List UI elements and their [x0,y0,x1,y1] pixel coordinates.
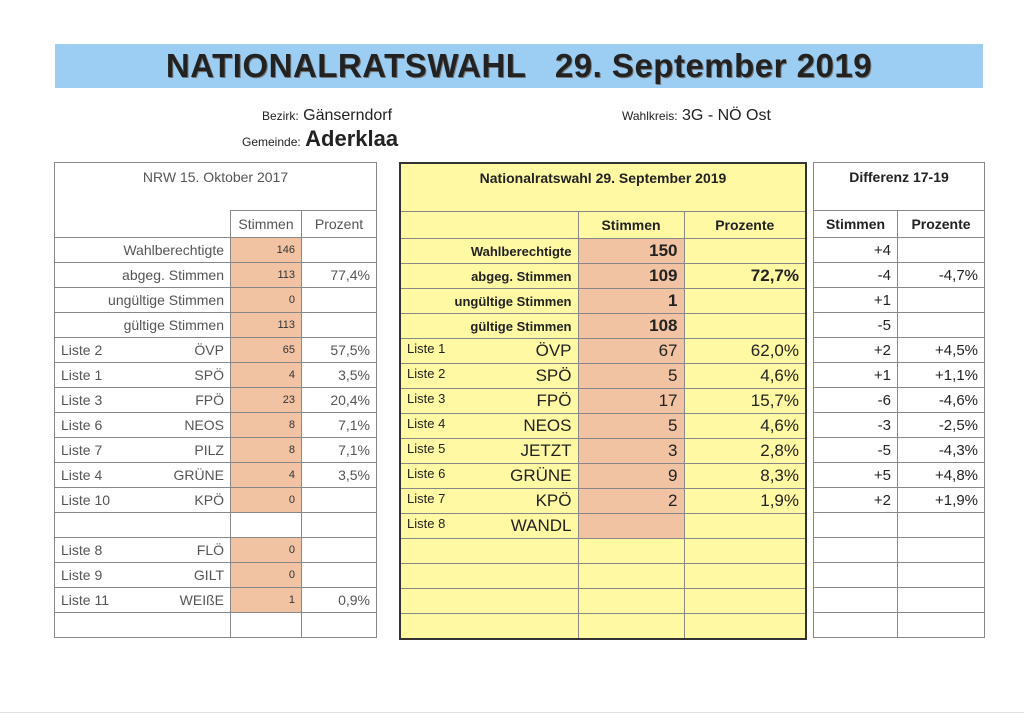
party-row [55,463,377,488]
party-row [55,538,377,563]
party-cell [400,389,578,414]
prozent-value [302,313,377,338]
party-cell [400,364,578,389]
diff-row [814,363,985,388]
party-row [55,338,377,363]
summary-label: gültige Stimmen [55,313,231,338]
empty-row [814,563,985,588]
diff-row [814,263,985,288]
prozent-value: 7,1% [302,413,377,438]
empty-row [814,513,985,538]
party-row [400,464,806,489]
party-row [400,339,806,364]
stimmen-value: 17 [578,389,684,414]
prozent-value: 72,7% [684,264,806,289]
wahlkreis-label: Wahlkreis: [622,109,678,123]
prozent-value [302,563,377,588]
diff-prozent: -2,5% [898,413,985,438]
empty-row [814,613,985,638]
summary-label: Wahlberechtigte [55,238,231,263]
stimmen-value: 109 [578,264,684,289]
diff-row [814,338,985,363]
stimmen-value: 1 [231,588,302,613]
empty-row [814,588,985,613]
difference-table [813,162,985,638]
party-name: ÖVP [535,341,572,360]
prozent-value [684,514,806,539]
party-row [400,514,806,539]
stimmen-value: 0 [231,538,302,563]
party-cell [400,514,578,539]
prozent-value: 1,9% [684,489,806,514]
stimmen-value: 146 [231,238,302,263]
diff-stimmen: +5 [814,463,898,488]
col-header-stimmen: Stimmen [814,211,898,238]
diff-prozent: +1,1% [898,363,985,388]
stimmen-value: 5 [578,414,684,439]
party-cell [400,339,578,364]
title-banner [55,44,983,88]
stimmen-value: 4 [231,363,302,388]
party-name: GILT [193,567,224,583]
diff-row [814,388,985,413]
liste-label: Liste 3 [61,392,103,408]
diff-prozent [898,288,985,313]
party-cell [55,413,231,438]
party-row [55,563,377,588]
diff-stimmen: -4 [814,263,898,288]
table-2019-title: Nationalratswahl 29. September 2019 [400,163,806,212]
liste-label: Liste 6 [61,417,103,433]
stimmen-value: 23 [231,388,302,413]
party-name: GRÜNE [173,467,224,483]
diff-prozent: +4,5% [898,338,985,363]
footer-divider [0,712,1024,713]
diff-prozent [898,238,985,263]
diff-table-title: Differenz 17-19 [814,163,985,211]
stimmen-value: 1 [578,289,684,314]
diff-row [814,413,985,438]
stimmen-value: 9 [578,464,684,489]
summary-row [400,239,806,264]
liste-label: Liste 8 [61,542,103,558]
empty-row [400,589,806,614]
prozent-value: 4,6% [684,414,806,439]
prozent-value: 4,6% [684,364,806,389]
liste-label: Liste 7 [61,442,103,458]
empty-row [400,614,806,640]
diff-row [814,313,985,338]
party-row [400,364,806,389]
bezirk-row [262,107,392,125]
party-row [55,413,377,438]
party-row [55,438,377,463]
prozent-value [302,488,377,513]
stimmen-value: 2 [578,489,684,514]
diff-stimmen: +1 [814,363,898,388]
stimmen-value: 4 [231,463,302,488]
party-name: FPÖ [536,391,572,410]
col-header-prozente: Prozente [898,211,985,238]
party-name: SPÖ [194,367,224,383]
prozent-value: 0,9% [302,588,377,613]
party-cell [400,464,578,489]
summary-label: ungültige Stimmen [400,289,578,314]
col-header-stimmen: Stimmen [578,212,684,239]
prozent-value: 2,8% [684,439,806,464]
prozent-value [684,239,806,264]
liste-label: Liste 10 [61,492,111,508]
party-name: WANDL [510,516,572,535]
party-cell [400,414,578,439]
party-row [55,488,377,513]
col-header-stimmen: Stimmen [231,211,302,238]
diff-prozent: +4,8% [898,463,985,488]
diff-stimmen: +1 [814,288,898,313]
party-cell [55,388,231,413]
stimmen-value: 113 [231,263,302,288]
summary-row [400,289,806,314]
liste-label: Liste 5 [407,441,446,456]
stimmen-value: 150 [578,239,684,264]
prozent-value [302,288,377,313]
prozent-value [302,238,377,263]
party-cell [55,563,231,588]
diff-stimmen: +4 [814,238,898,263]
party-row [400,389,806,414]
wahlkreis-value: 3G - NÖ Ost [682,107,771,124]
stimmen-value: 0 [231,488,302,513]
table-2017-title: NRW 15. Oktober 2017 [55,163,377,211]
summary-label: abgeg. Stimmen [400,264,578,289]
diff-stimmen: -6 [814,388,898,413]
diff-row [814,288,985,313]
party-row [55,588,377,613]
summary-row [55,288,377,313]
stimmen-value: 65 [231,338,302,363]
empty-row [814,538,985,563]
gemeinde-row [242,126,398,152]
diff-stimmen: -5 [814,438,898,463]
party-row [400,489,806,514]
party-cell [400,489,578,514]
diff-prozent [898,313,985,338]
party-name: NEOS [184,417,224,433]
prozent-value: 57,5% [302,338,377,363]
diff-row [814,463,985,488]
liste-label: Liste 3 [407,391,446,406]
summary-row [55,313,377,338]
party-name: JETZT [520,441,572,460]
prozent-value: 7,1% [302,438,377,463]
party-row [55,363,377,388]
liste-label: Liste 11 [61,592,109,608]
liste-label: Liste 9 [61,567,103,583]
summary-row [55,238,377,263]
party-cell [55,538,231,563]
party-cell [55,363,231,388]
diff-stimmen: -5 [814,313,898,338]
stimmen-value [578,514,684,539]
liste-label: Liste 8 [407,516,446,531]
prozent-value: 3,5% [302,363,377,388]
gemeinde-label: Gemeinde: [242,135,301,149]
summary-label: gültige Stimmen [400,314,578,339]
diff-prozent: +1,9% [898,488,985,513]
col-header-prozente: Prozente [684,212,806,239]
empty-row [400,539,806,564]
party-row [400,414,806,439]
party-cell [55,488,231,513]
party-name: NEOS [523,416,572,435]
stimmen-value: 67 [578,339,684,364]
stimmen-value: 0 [231,563,302,588]
liste-label: Liste 4 [61,467,103,483]
party-cell [55,338,231,363]
stimmen-value: 8 [231,413,302,438]
diff-stimmen: +2 [814,338,898,363]
diff-row [814,438,985,463]
party-name: ÖVP [194,342,224,358]
party-name: WEIßE [179,592,224,608]
bezirk-label: Bezirk: [262,109,299,123]
liste-label: Liste 2 [407,366,446,381]
prozent-value [684,289,806,314]
party-name: PILZ [194,442,224,458]
diff-stimmen: -3 [814,413,898,438]
party-name: GRÜNE [510,466,572,485]
party-cell [55,463,231,488]
party-cell [55,438,231,463]
prozent-value [684,314,806,339]
stimmen-value: 113 [231,313,302,338]
prozent-value: 62,0% [684,339,806,364]
liste-label: Liste 4 [407,416,446,431]
stimmen-value: 0 [231,288,302,313]
liste-label: Liste 2 [61,342,103,358]
summary-row [400,264,806,289]
prozent-value: 77,4% [302,263,377,288]
liste-label: Liste 1 [407,341,446,356]
party-name: FLÖ [196,542,224,558]
prozent-value [302,538,377,563]
summary-label: ungültige Stimmen [55,288,231,313]
results-2019-table [399,162,807,640]
summary-label: Wahlberechtigte [400,239,578,264]
diff-prozent: -4,7% [898,263,985,288]
party-cell [400,439,578,464]
col-header-prozent: Prozent [302,211,377,238]
party-row [400,439,806,464]
stimmen-value: 8 [231,438,302,463]
results-2017-table [54,162,377,638]
prozent-value: 8,3% [684,464,806,489]
empty-row [400,564,806,589]
summary-row [400,314,806,339]
bezirk-value: Gänserndorf [303,107,393,124]
party-name: SPÖ [535,366,572,385]
party-cell [55,588,231,613]
diff-row [814,238,985,263]
diff-prozent: -4,6% [898,388,985,413]
party-name: FPÖ [195,392,224,408]
gemeinde-value: Aderklaa [305,126,399,151]
party-name: KPÖ [535,491,572,510]
diff-stimmen: +2 [814,488,898,513]
wahlkreis-row [622,107,771,125]
page-title: NATIONALRATSWAHL 29. September 2019 [165,47,873,84]
stimmen-value: 3 [578,439,684,464]
stimmen-value: 108 [578,314,684,339]
stimmen-value: 5 [578,364,684,389]
diff-row [814,488,985,513]
prozent-value: 20,4% [302,388,377,413]
diff-prozent: -4,3% [898,438,985,463]
summary-row [55,263,377,288]
liste-label: Liste 7 [407,491,446,506]
party-name: KPÖ [194,492,224,508]
summary-label: abgeg. Stimmen [55,263,231,288]
liste-label: Liste 6 [407,466,446,481]
party-row [55,388,377,413]
prozent-value: 3,5% [302,463,377,488]
liste-label: Liste 1 [61,367,103,383]
prozent-value: 15,7% [684,389,806,414]
